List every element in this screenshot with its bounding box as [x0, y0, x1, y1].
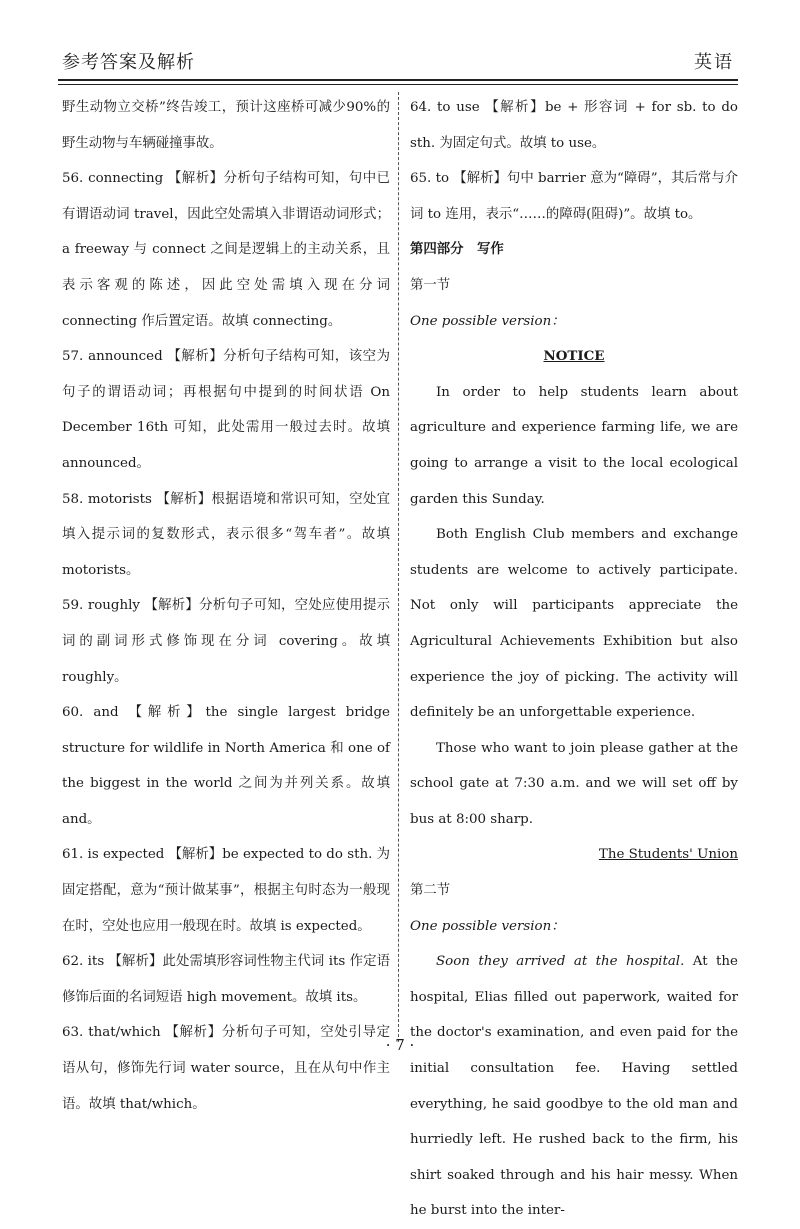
left-column — [62, 90, 390, 1122]
right-column — [410, 90, 738, 1229]
answer-continuation: 野生动物立交桥”终告竣工，预计这座桥可减少90%的野生动物与车辆碰撞事故。 — [62, 100, 390, 151]
page-number: · 7 · — [385, 1036, 415, 1054]
answer-58: 58. motorists 【解析】根据语境和常识可知，空处宜填入提示词的复数形式，表示很多“驾车者”。故填 motorists。 — [62, 491, 390, 578]
header-rule-thick — [58, 79, 738, 81]
answer-60: 60. and 【解析】the single largest bridge structure for wildlife in North America 和 one of the biggest in the world 之间为并列关系。故填 and。 — [62, 705, 390, 827]
answer-62: 62. its 【解析】此处需填形容词性物主代词 its 作定语修饰后面的名词短语 high movement。故填 its。 — [62, 954, 390, 1005]
header-subject: 英语 — [694, 52, 734, 73]
notice-title: NOTICE — [543, 348, 605, 365]
header-title: 参考答案及解析 — [62, 52, 195, 73]
section-one-version: One possible version： — [410, 313, 565, 329]
answer-64: 64. to use 【解析】be + 形容词 + for sb. to do sth. 为固定句式。故填 to use。 — [410, 100, 738, 151]
answer-63: 63. that/which 【解析】分析句子可知，空处引导定语从句，修饰先行词 water source，且在从句中作主语。故填 that/which。 — [62, 1025, 390, 1112]
answer-57: 57. announced 【解析】分析句子结构可知，该空为句子的谓语动词；再根据句中提到的时间状语 On December 16th 可知，此处需用一般过去时。故填 announced。 — [62, 349, 390, 471]
answer-56: 56. connecting 【解析】分析句子结构可知，句中已有谓语动词 travel，因此空处需填入非谓语动词形式；a freeway 与 connect 之间是逻辑上的主动关系，且表示客观的陈述，因此空处需填入现在分词 connecting 作后置定语。故填 connecting。 — [62, 171, 390, 329]
column-divider — [398, 92, 399, 1042]
section-two-title: 第二节 — [410, 883, 451, 899]
story-lead: Soon they arrived at the hospital. — [436, 954, 685, 970]
header-rule-thin — [58, 84, 738, 85]
part-four-title: 第四部分 写作 — [410, 241, 504, 258]
section-two-version: One possible version： — [410, 918, 565, 934]
story-text: At the hospital, Elias filled out paperwork, waited for the doctor's examination, and even paid for the initial consultation fee. Having settled everything, he said goodbye to the old man and hurriedly left. He rushed back to the firm, his shirt soaked through and his hair messy. When he burst into the inter- — [410, 954, 738, 1219]
answer-61: 61. is expected 【解析】be expected to do sth. 为固定搭配，意为“预计做某事”，根据主句时态为一般现在时，空处也应用一般现在时。故填 is expected。 — [62, 847, 390, 934]
section-one-title: 第一节 — [410, 277, 451, 293]
answer-59: 59. roughly 【解析】分析句子可知，空处应使用提示词的副词形式修饰现在分词 covering。故填 roughly。 — [62, 598, 390, 685]
story-paragraph — [410, 944, 738, 1229]
notice-paragraph-2: Both English Club members and exchange students are welcome to actively participate. Not only will participants appreciate the Agricultural Achievements Exhibition but also experience the joy of picking. The activity will definitely be an unforgettable experience. — [410, 527, 738, 721]
notice-paragraph-3: Those who want to join please gather at the school gate at 7:30 a.m. and we will set off by bus at 8:00 sharp. — [410, 740, 738, 827]
notice-paragraph-1: In order to help students learn about agriculture and experience farming life, we are going to arrange a visit to the local ecological garden this Sunday. — [410, 384, 738, 507]
notice-signature: The Students' Union — [598, 847, 738, 863]
answer-65: 65. to 【解析】句中 barrier 意为“障碍”，其后常与介词 to 连用，表示“……的障碍(阻碍)”。故填 to。 — [410, 171, 738, 222]
